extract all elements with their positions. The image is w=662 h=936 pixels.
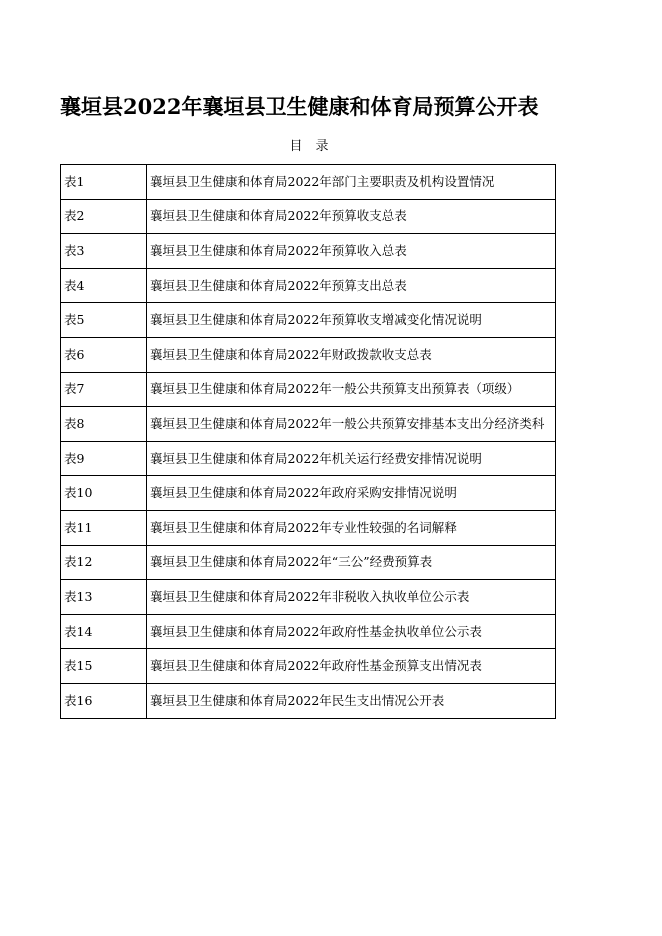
table-name-cell[interactable]: 襄垣县卫生健康和体育局2022年“三公”经费预算表	[147, 545, 556, 580]
toc-table-body	[61, 165, 556, 719]
table-number-cell: 表4	[61, 268, 147, 303]
table-number-cell: 表8	[61, 407, 147, 442]
table-name-cell[interactable]: 襄垣县卫生健康和体育局2022年非税收入执收单位公示表	[147, 580, 556, 615]
table-row	[61, 614, 556, 649]
table-name-cell[interactable]: 襄垣县卫生健康和体育局2022年政府采购安排情况说明	[147, 476, 556, 511]
table-row	[61, 372, 556, 407]
table-name-cell[interactable]: 襄垣县卫生健康和体育局2022年预算收入总表	[147, 234, 556, 269]
table-number-cell: 表15	[61, 649, 147, 684]
table-number-cell: 表1	[61, 165, 147, 200]
table-number-cell: 表16	[61, 683, 147, 718]
table-number-cell: 表5	[61, 303, 147, 338]
table-name-cell[interactable]: 襄垣县卫生健康和体育局2022年民生支出情况公开表	[147, 683, 556, 718]
table-row	[61, 476, 556, 511]
table-number-cell: 表11	[61, 510, 147, 545]
table-number-cell: 表3	[61, 234, 147, 269]
table-row	[61, 303, 556, 338]
table-row	[61, 165, 556, 200]
table-number-cell: 表14	[61, 614, 147, 649]
table-number-cell: 表7	[61, 372, 147, 407]
table-number-cell: 表2	[61, 199, 147, 234]
table-name-cell[interactable]: 襄垣县卫生健康和体育局2022年财政拨款收支总表	[147, 337, 556, 372]
table-name-cell[interactable]: 襄垣县卫生健康和体育局2022年一般公共预算安排基本支出分经济类科	[147, 407, 556, 442]
table-row	[61, 441, 556, 476]
table-row	[61, 580, 556, 615]
table-number-cell: 表13	[61, 580, 147, 615]
table-name-cell[interactable]: 襄垣县卫生健康和体育局2022年预算支出总表	[147, 268, 556, 303]
table-number-cell: 表12	[61, 545, 147, 580]
table-row	[61, 510, 556, 545]
table-name-cell[interactable]: 襄垣县卫生健康和体育局2022年专业性较强的名词解释	[147, 510, 556, 545]
table-name-cell[interactable]: 襄垣县卫生健康和体育局2022年政府性基金执收单位公示表	[147, 614, 556, 649]
toc-heading: 目 录	[289, 139, 329, 154]
table-row	[61, 407, 556, 442]
table-row	[61, 268, 556, 303]
table-row	[61, 683, 556, 718]
table-row	[61, 545, 556, 580]
table-name-cell[interactable]: 襄垣县卫生健康和体育局2022年预算收支总表	[147, 199, 556, 234]
table-row	[61, 199, 556, 234]
table-row	[61, 337, 556, 372]
table-number-cell: 表6	[61, 337, 147, 372]
table-name-cell[interactable]: 襄垣县卫生健康和体育局2022年一般公共预算支出预算表（项级）	[147, 372, 556, 407]
table-name-cell[interactable]: 襄垣县卫生健康和体育局2022年政府性基金预算支出情况表	[147, 649, 556, 684]
table-name-cell[interactable]: 襄垣县卫生健康和体育局2022年机关运行经费安排情况说明	[147, 441, 556, 476]
table-name-cell[interactable]: 襄垣县卫生健康和体育局2022年部门主要职责及机构设置情况	[147, 165, 556, 200]
table-row	[61, 234, 556, 269]
table-number-cell: 表9	[61, 441, 147, 476]
table-row	[61, 649, 556, 684]
toc-table	[60, 164, 556, 719]
table-name-cell[interactable]: 襄垣县卫生健康和体育局2022年预算收支增减变化情况说明	[147, 303, 556, 338]
table-number-cell: 表10	[61, 476, 147, 511]
page-title: 襄垣县2022年襄垣县卫生健康和体育局预算公开表	[60, 94, 539, 119]
